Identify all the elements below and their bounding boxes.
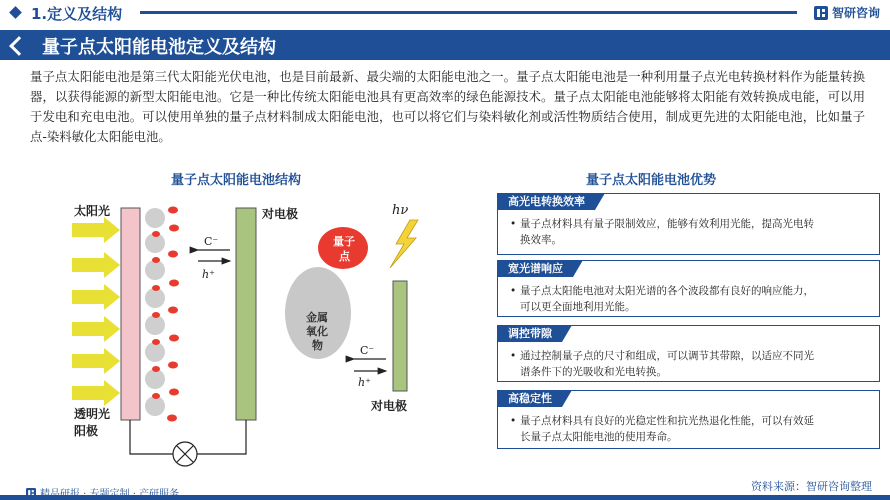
- dot: [168, 307, 178, 314]
- electron-label-2: C⁻: [360, 344, 375, 357]
- metal-oxide-label-2: 氧化: [306, 325, 328, 338]
- transparent-anode: [121, 208, 140, 420]
- advantage-card: [497, 193, 880, 255]
- dot: [152, 257, 160, 263]
- advantage-text: • 通过控制量子点的尺寸和组成，可以调节其带隙，以适应不同光谱条件下的光吸收和光电转换。: [510, 348, 819, 380]
- quantum-dot-label-2: 点: [339, 250, 350, 263]
- dot: [169, 335, 179, 342]
- lightning-icon: [390, 220, 418, 268]
- hole-label-2: h⁺: [358, 376, 371, 389]
- dot: [167, 415, 177, 422]
- electron-label: C⁻: [204, 235, 219, 248]
- brand-name: 智研咨询: [831, 6, 880, 20]
- particle: [145, 396, 165, 416]
- header-rule: [140, 11, 797, 14]
- dot: [169, 225, 179, 232]
- counter-electrode: [236, 208, 256, 420]
- title-banner: [0, 30, 890, 60]
- particle: [145, 288, 165, 308]
- metal-oxide-label-3: 物: [312, 339, 323, 352]
- dot: [152, 339, 160, 345]
- advantage-heading: 宽光谱响应: [498, 260, 573, 277]
- counter-electrode-label: 对电极: [262, 207, 299, 221]
- dot: [152, 366, 160, 372]
- quantum-dot-label-1: 量子: [333, 235, 355, 248]
- sunlight-arrow: [72, 284, 120, 310]
- advantage-heading: 高稳定性: [498, 390, 562, 407]
- structure-title: 量子点太阳能电池结构: [171, 173, 302, 188]
- dot: [152, 393, 160, 399]
- intro-paragraph: 量子点太阳能电池是第三代太阳能光伏电池，也是目前最新、最尖端的太阳能电池之一。量子点太阳能电池是一种利用量子点光电转换材料作为能量转换器，以获得能源的新型太阳能电池。它是一种比传统太阳能电池具有更高效率的绿色能源技术。量子点太阳能电池能够将太阳能有效转换成电能，可以用于发电和充电电池。可以使用单独的量子点材料制成太阳能电池，也可以将它们与染料敏化剂或活性物质结合使用，制成更先进的太阳能电池，比如量子点-染料敏化太阳能电池。: [30, 69, 865, 144]
- particle: [145, 369, 165, 389]
- diamond-icon: [9, 6, 22, 19]
- sunlight-arrow: [72, 252, 120, 278]
- hv-label: hν: [392, 203, 409, 218]
- metal-oxide-label-1: 金属: [306, 311, 328, 324]
- metal-oxide-particles: [145, 208, 165, 416]
- advantage-text: • 量子点材料具有良好的光稳定性和抗光热退化性能，可以有效延长量子点太阳能电池的使用寿命。: [510, 413, 819, 445]
- advantage-card: [497, 325, 880, 382]
- section-title: 1.定义及结构: [31, 5, 123, 23]
- particle: [145, 342, 165, 362]
- sunlight-label: 太阳光: [74, 204, 111, 218]
- sunlight-arrows: [72, 217, 120, 406]
- sunlight-arrow: [72, 217, 120, 243]
- advantage-heading: 调控带隙: [498, 325, 562, 342]
- dot: [168, 251, 178, 258]
- structure-diagram: [0, 188, 480, 478]
- particle: [145, 208, 165, 228]
- dot: [168, 207, 178, 214]
- sunlight-arrow: [72, 348, 120, 374]
- sunlight-arrow: [72, 316, 120, 342]
- dot: [152, 312, 160, 318]
- advantage-text: • 量子点材料具有量子限制效应，能够有效利用光能，提高光电转换效率。: [510, 216, 819, 248]
- advantage-card: [497, 390, 880, 449]
- particle: [145, 315, 165, 335]
- particle: [145, 260, 165, 280]
- dot: [152, 285, 160, 291]
- anode-label-line2: 阳极: [74, 424, 99, 438]
- footer-bar: [0, 495, 890, 500]
- brand-logo: [814, 4, 880, 21]
- dot: [169, 389, 179, 396]
- page-title: 量子点太阳能电池定义及结构: [42, 37, 276, 58]
- hole-label: h⁺: [202, 268, 215, 281]
- dot: [168, 362, 178, 369]
- source-note: 资料来源：智研咨询整理: [751, 480, 872, 493]
- anode-label-line1: 透明光: [74, 407, 111, 421]
- chevron-icon: [9, 36, 29, 56]
- sunlight-arrow: [72, 380, 120, 406]
- top-bar: [0, 0, 890, 26]
- advantages-title: 量子点太阳能电池优势: [586, 173, 717, 188]
- brand-logo-icon: [814, 6, 828, 20]
- footer: [0, 478, 890, 500]
- advantage-heading: 高光电转换效率: [498, 193, 595, 210]
- advantage-text: • 量子点太阳能电池对太阳光谱的各个波段都有良好的响应能力，可以更全面地利用光能。: [510, 283, 819, 315]
- dot: [169, 280, 179, 287]
- counter-electrode-label-2: 对电极: [371, 399, 408, 413]
- dot: [152, 231, 160, 237]
- counter-electrode-small: [393, 281, 407, 391]
- advantage-card: [497, 260, 880, 317]
